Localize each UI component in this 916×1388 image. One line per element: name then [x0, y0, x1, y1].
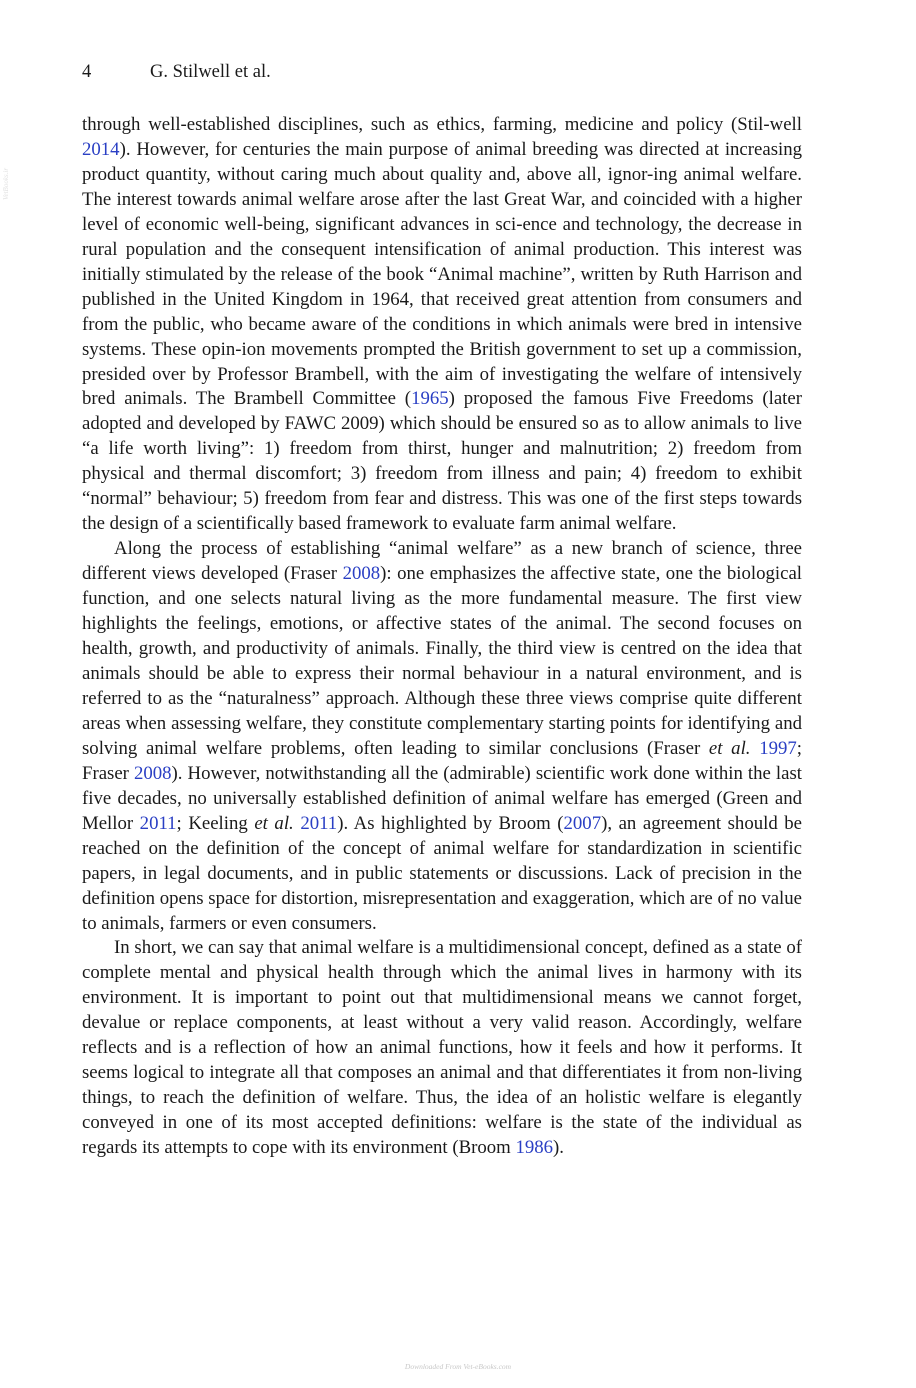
text-run: ). — [553, 1137, 564, 1159]
text-run: ; Fraser — [82, 737, 802, 784]
citation-link[interactable]: 2008 — [342, 563, 381, 585]
text-run: ) proposed the famous Five Freedoms (later adopted and developed by FAWC 2009) which should be ensured so as to allow animals to live “a life worth living”: 1) freedom from thirst, hunger and malnutrition; 2) freedom from physical and thermal discomfort; 3) freedom from illness and pain; 4) freedom to exhibit “normal” behaviour; 5) freedom from fear and distress. This was one of the first steps towards the design of a scientifically based framework to evaluate farm animal welfare. — [82, 388, 802, 535]
text-run: ). As highlighted by Broom ( — [337, 812, 564, 834]
paragraph-3 — [82, 936, 802, 1161]
text-run: through well-established disciplines, such as ethics, farming, medicine and policy (Stil-well — [82, 114, 802, 135]
citation-link[interactable]: 1986 — [515, 1137, 554, 1159]
side-watermark: VetBooks.ir — [2, 167, 10, 200]
running-head — [82, 60, 271, 84]
et-al-italic: et al. — [708, 737, 751, 759]
citation-link[interactable]: 2008 — [133, 762, 172, 784]
text-run: ; Keeling — [176, 812, 255, 834]
text-run: ), an agreement should be reached on the definition of the concept of animal welfare for standardization in scientific papers, in legal documents, and in public statements or discussions. Lack of precision in the definition opens space for distortion, misrepresentation and exaggeration, which are of no value to animals, farmers or even consumers. — [82, 812, 802, 934]
text-run: ): one emphasizes the affective state, one the biological function, and one selects natural living as the more fundamental measure. The first view highlights the feelings, emotions, or affective states of the animal. The second focuses on health, growth, and productivity of animals. Finally, the third view is centred on the idea that animals should be able to express their normal behaviour in a natural environment, and is referred to as the “naturalness” approach. Although these three views comprise quite different areas when assessing welfare, they constitute complementary starting points for identifying and solving animal welfare problems, often leading to similar conclusions (Fraser — [82, 563, 803, 759]
citation-link[interactable]: 1965 — [411, 388, 449, 410]
text-run: In short, we can say that animal welfare is a multidimensional concept, defined as a state of complete mental and physical health through which the animal lives in harmony with its environment. It is important to point out that multidimensional means we cannot forget, devalue or replace components, at least without a very valid reason. Accordingly, welfare reflects and is a reflection of how an animal functions, how it feels and how it performs. It seems logical to integrate all that composes an animal and that differentiates it from non-living things, to reach the definition of welfare. Thus, the idea of an holistic welfare is elegantly conveyed in one of its most accepted definitions: welfare is the state of the individual as regards its attempts to cope with its environment (Broom — [82, 937, 802, 1159]
text-run: ). However, notwithstanding all the (admirable) scientific work done within the last five decades, no universally established definition of animal welfare has emerged (Green and Mellor — [82, 762, 803, 834]
citation-link[interactable]: 2014 — [82, 138, 120, 160]
text-run — [751, 738, 760, 759]
text-run: Along the process of establishing “animal welfare” as a new branch of science, three different views developed (Fraser — [82, 538, 802, 585]
page-number: 4 — [82, 62, 92, 82]
citation-link[interactable]: 2011 — [300, 812, 338, 834]
et-al-italic: et al. — [254, 812, 294, 834]
body-text — [82, 113, 802, 1161]
paragraph-2 — [82, 537, 802, 936]
running-head-authors: G. Stilwell et al. — [150, 62, 271, 82]
citation-link[interactable]: 2011 — [139, 812, 177, 834]
citation-link[interactable]: 2007 — [563, 812, 602, 834]
citation-link[interactable]: 1997 — [759, 737, 797, 759]
bottom-watermark: Downloaded From Vet-eBooks.com — [404, 1362, 512, 1371]
text-run: ). However, for centuries the main purpose of animal breeding was directed at increasing product quantity, without caring much about quality and, above all, ignor-ing animal welfare. The interest towards animal welfare arose after the last Great War, and coincided with a higher level of economic well-being, significant advances in sci-ence and technology, the decrease in rural population and the consequent intensification of animal production. This interest was initially stimulated by the release of the book “Animal machine”, written by Ruth Harrison and published in the United Kingdom in 1964, that received great attention from consumers and from the public, who became aware of the conditions in which animals were bred in intensive systems. These opin-ion movements prompted the British government to set up a commission, presided over by Professor Brambell, with the aim of investigating the welfare of intensively bred animals. The Brambell Committee ( — [82, 138, 802, 410]
paragraph-1 — [82, 113, 802, 537]
